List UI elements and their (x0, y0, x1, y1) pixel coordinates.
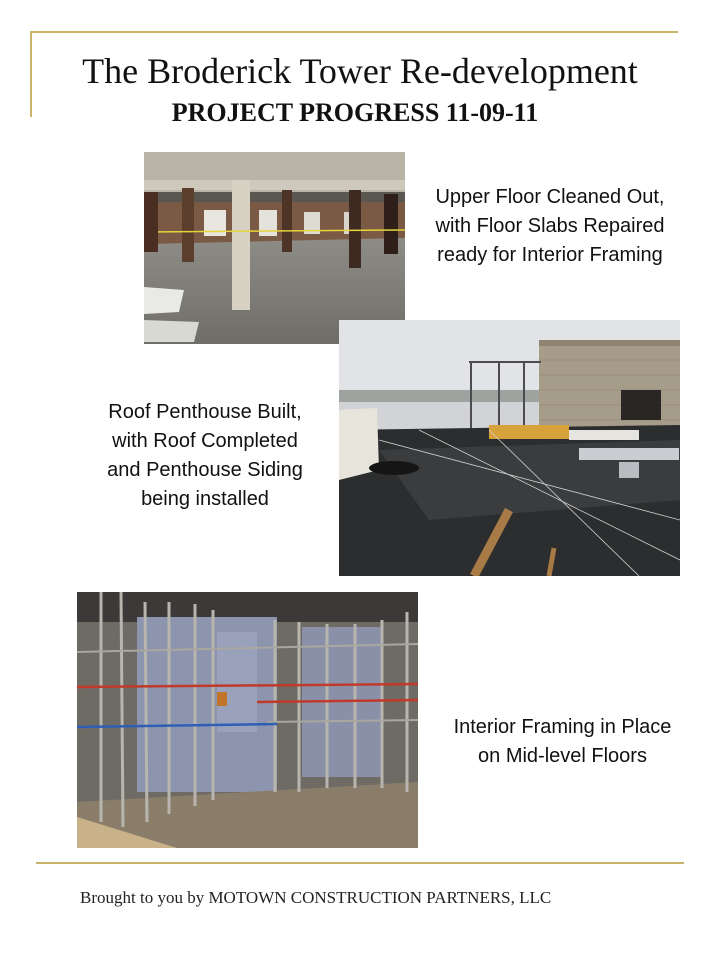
upper-floor-photo (144, 152, 405, 344)
roof-penthouse-photo (339, 320, 680, 576)
bottom-rule (36, 862, 684, 864)
interior-framing-caption: Interior Framing in Place on Mid-level Floors (453, 716, 672, 767)
page-title: The Broderick Tower Re-development (82, 51, 638, 91)
upper-floor-caption: Upper Floor Cleaned Out, with Floor Slabs Repaired ready for Interior Framing (435, 186, 665, 266)
page-subtitle: PROJECT PROGRESS 11-09-11 (171, 98, 539, 127)
top-rule (30, 31, 678, 33)
interior-framing-photo (77, 592, 418, 848)
footer-credit: Brought to you by MOTOWN CONSTRUCTION PARTNERS, LLC (80, 888, 552, 907)
roof-penthouse-caption: Roof Penthouse Built, with Roof Completed and Penthouse Siding being installed (107, 401, 303, 510)
